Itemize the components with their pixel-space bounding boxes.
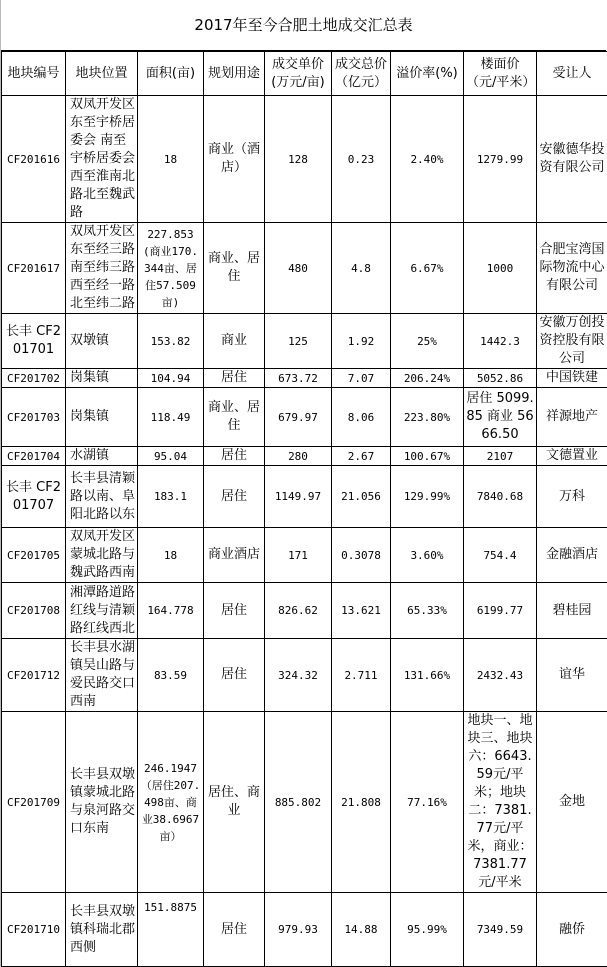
cell-total-price: 0.3078 bbox=[332, 528, 391, 583]
cell-buyer: 碧桂园 bbox=[537, 583, 607, 639]
column-header-total-price: 成交总价（亿元） bbox=[332, 52, 391, 96]
cell-buyer: 中国铁建 bbox=[537, 369, 607, 388]
cell-area: 18 bbox=[138, 96, 204, 223]
cell-parcel-code: CF201617 bbox=[2, 223, 66, 314]
cell-parcel-code: CF201702 bbox=[2, 369, 66, 388]
cell-floor-price: 754.4 bbox=[464, 528, 537, 583]
cell-premium-rate: 77.16% bbox=[391, 712, 464, 893]
cell-premium-rate: 206.24% bbox=[391, 369, 464, 388]
cell-buyer: 安徽德华投资有限公司 bbox=[537, 96, 607, 223]
cell-location: 长丰县清颖路以南、阜阳北路以东 bbox=[66, 466, 138, 528]
cell-premium-rate: 223.80% bbox=[391, 388, 464, 447]
cell-buyer: 金融酒店 bbox=[537, 528, 607, 583]
cell-area: 104.94 bbox=[138, 369, 204, 388]
cell-total-price: 7.07 bbox=[332, 369, 391, 388]
cell-total-price: 21.808 bbox=[332, 712, 391, 893]
cell-premium-rate: 65.33% bbox=[391, 583, 464, 639]
table-row bbox=[2, 369, 607, 388]
column-header-parcel-code: 地块编号 bbox=[2, 52, 66, 96]
cell-planned-use: 居住 bbox=[204, 447, 265, 466]
cell-location: 双墩镇 bbox=[66, 314, 138, 369]
cell-area: 227.853(商业170.344亩、居住57.509亩) bbox=[138, 223, 204, 314]
cell-buyer: 安徽万创投资控股有限公司 bbox=[537, 314, 607, 369]
cell-planned-use: 居住 bbox=[204, 639, 265, 712]
cell-premium-rate: 129.99% bbox=[391, 466, 464, 528]
cell-floor-price: 7840.68 bbox=[464, 466, 537, 528]
column-header-planned-use: 规划用途 bbox=[204, 52, 265, 96]
cell-parcel-code: CF201703 bbox=[2, 388, 66, 447]
cell-location: 长丰县双墩镇科瑞北郡西侧 bbox=[66, 893, 138, 967]
cell-planned-use: 居住 bbox=[204, 466, 265, 528]
cell-parcel-code: CF201705 bbox=[2, 528, 66, 583]
cell-area: 18 bbox=[138, 528, 204, 583]
cell-total-price: 0.23 bbox=[332, 96, 391, 223]
cell-planned-use: 商业、居住 bbox=[204, 223, 265, 314]
column-header-buyer: 受让人 bbox=[537, 52, 607, 96]
cell-location: 岗集镇 bbox=[66, 388, 138, 447]
column-header-premium-rate: 溢价率(%) bbox=[391, 52, 464, 96]
table-row bbox=[2, 639, 607, 712]
cell-floor-price: 7349.59 bbox=[464, 893, 537, 967]
cell-premium-rate: 2.40% bbox=[391, 96, 464, 223]
cell-unit-price: 280 bbox=[265, 447, 332, 466]
cell-location: 双凤开发区东至经三路南至纬三路西至经一路北至纬二路 bbox=[66, 223, 138, 314]
column-header-floor-price: 楼面价（元/平米） bbox=[464, 52, 537, 96]
cell-buyer: 谊华 bbox=[537, 639, 607, 712]
table-row bbox=[2, 223, 607, 314]
cell-parcel-code: CF201712 bbox=[2, 639, 66, 712]
cell-floor-price: 1442.3 bbox=[464, 314, 537, 369]
cell-total-price: 2.67 bbox=[332, 447, 391, 466]
cell-floor-price: 2107 bbox=[464, 447, 537, 466]
cell-planned-use: 居住、商业 bbox=[204, 712, 265, 893]
cell-floor-price: 5052.86 bbox=[464, 369, 537, 388]
cell-planned-use: 商业酒店 bbox=[204, 528, 265, 583]
cell-unit-price: 1149.97 bbox=[265, 466, 332, 528]
cell-total-price: 8.06 bbox=[332, 388, 391, 447]
cell-location: 长丰县水湖镇吴山路与爱民路交口西南 bbox=[66, 639, 138, 712]
cell-parcel-code: 长丰 CF201707 bbox=[2, 466, 66, 528]
table-row bbox=[2, 96, 607, 223]
cell-location: 岗集镇 bbox=[66, 369, 138, 388]
cell-planned-use: 居住 bbox=[204, 583, 265, 639]
cell-unit-price: 480 bbox=[265, 223, 332, 314]
cell-unit-price: 125 bbox=[265, 314, 332, 369]
land-transaction-table bbox=[1, 51, 607, 967]
table-row bbox=[2, 388, 607, 447]
sheet-title: 2017年至今合肥土地成交汇总表 bbox=[1, 0, 606, 51]
column-header-location: 地块位置 bbox=[66, 52, 138, 96]
cell-buyer: 合肥宝湾国际物流中心有限公司 bbox=[537, 223, 607, 314]
cell-total-price: 1.92 bbox=[332, 314, 391, 369]
cell-planned-use: 商业、居住 bbox=[204, 388, 265, 447]
cell-buyer: 祥源地产 bbox=[537, 388, 607, 447]
cell-buyer: 金地 bbox=[537, 712, 607, 893]
cell-total-price: 14.88 bbox=[332, 893, 391, 967]
cell-area: 83.59 bbox=[138, 639, 204, 712]
cell-location: 水湖镇 bbox=[66, 447, 138, 466]
cell-unit-price: 979.93 bbox=[265, 893, 332, 967]
cell-area: 183.1 bbox=[138, 466, 204, 528]
cell-total-price: 13.621 bbox=[332, 583, 391, 639]
cell-floor-price: 1279.99 bbox=[464, 96, 537, 223]
cell-unit-price: 826.62 bbox=[265, 583, 332, 639]
cell-unit-price: 673.72 bbox=[265, 369, 332, 388]
cell-buyer: 万科 bbox=[537, 466, 607, 528]
table-row bbox=[2, 528, 607, 583]
cell-unit-price: 324.32 bbox=[265, 639, 332, 712]
cell-planned-use: 商业（酒店） bbox=[204, 96, 265, 223]
cell-planned-use: 居住 bbox=[204, 369, 265, 388]
table-row bbox=[2, 893, 607, 967]
cell-buyer: 文德置业 bbox=[537, 447, 607, 466]
cell-area: 153.82 bbox=[138, 314, 204, 369]
cell-premium-rate: 100.67% bbox=[391, 447, 464, 466]
cell-parcel-code: CF201616 bbox=[2, 96, 66, 223]
header-row bbox=[2, 52, 607, 96]
cell-premium-rate: 131.66% bbox=[391, 639, 464, 712]
column-header-unit-price: 成交单价(万元/亩) bbox=[265, 52, 332, 96]
cell-premium-rate: 25% bbox=[391, 314, 464, 369]
cell-area: 151.8875 bbox=[138, 893, 204, 967]
cell-area: 246.1947（居住207.498亩、商业38.6967亩） bbox=[138, 712, 204, 893]
cell-total-price: 2.711 bbox=[332, 639, 391, 712]
cell-area: 95.04 bbox=[138, 447, 204, 466]
cell-unit-price: 171 bbox=[265, 528, 332, 583]
cell-planned-use: 居住 bbox=[204, 893, 265, 967]
cell-floor-price: 2432.43 bbox=[464, 639, 537, 712]
cell-unit-price: 885.802 bbox=[265, 712, 332, 893]
cell-premium-rate: 3.60% bbox=[391, 528, 464, 583]
cell-location: 双凤开发区东至宇桥居委会 南至宇桥居委会 西至淮南北路北至魏武路 bbox=[66, 96, 138, 223]
cell-total-price: 21.056 bbox=[332, 466, 391, 528]
cell-area: 164.778 bbox=[138, 583, 204, 639]
table-row bbox=[2, 583, 607, 639]
cell-parcel-code: CF201708 bbox=[2, 583, 66, 639]
cell-floor-price: 地块一、地块三、地块六：6643.59元/平米；地块二：7381.77元/平米，商业：7381.77元/平米 bbox=[464, 712, 537, 893]
cell-parcel-code: CF201710 bbox=[2, 893, 66, 967]
cell-total-price: 4.8 bbox=[332, 223, 391, 314]
table-row bbox=[2, 712, 607, 893]
cell-location: 双凤开发区蒙城北路与魏武路西南 bbox=[66, 528, 138, 583]
table-row bbox=[2, 314, 607, 369]
table-row bbox=[2, 466, 607, 528]
cell-floor-price: 6199.77 bbox=[464, 583, 537, 639]
column-header-area: 面积(亩) bbox=[138, 52, 204, 96]
cell-unit-price: 679.97 bbox=[265, 388, 332, 447]
cell-premium-rate: 6.67% bbox=[391, 223, 464, 314]
cell-floor-price: 1000 bbox=[464, 223, 537, 314]
cell-premium-rate: 95.99% bbox=[391, 893, 464, 967]
cell-area: 118.49 bbox=[138, 388, 204, 447]
cell-parcel-code: 长丰 CF201701 bbox=[2, 314, 66, 369]
cell-buyer: 融侨 bbox=[537, 893, 607, 967]
cell-location: 长丰县双墩镇蒙城北路与泉河路交口东南 bbox=[66, 712, 138, 893]
cell-parcel-code: CF201709 bbox=[2, 712, 66, 893]
cell-floor-price: 居住 5099.85 商业 5666.50 bbox=[464, 388, 537, 447]
cell-planned-use: 商业 bbox=[204, 314, 265, 369]
cell-location: 湘潭路道路红线与清颖路红线西北 bbox=[66, 583, 138, 639]
cell-unit-price: 128 bbox=[265, 96, 332, 223]
table-row bbox=[2, 447, 607, 466]
cell-parcel-code: CF201704 bbox=[2, 447, 66, 466]
